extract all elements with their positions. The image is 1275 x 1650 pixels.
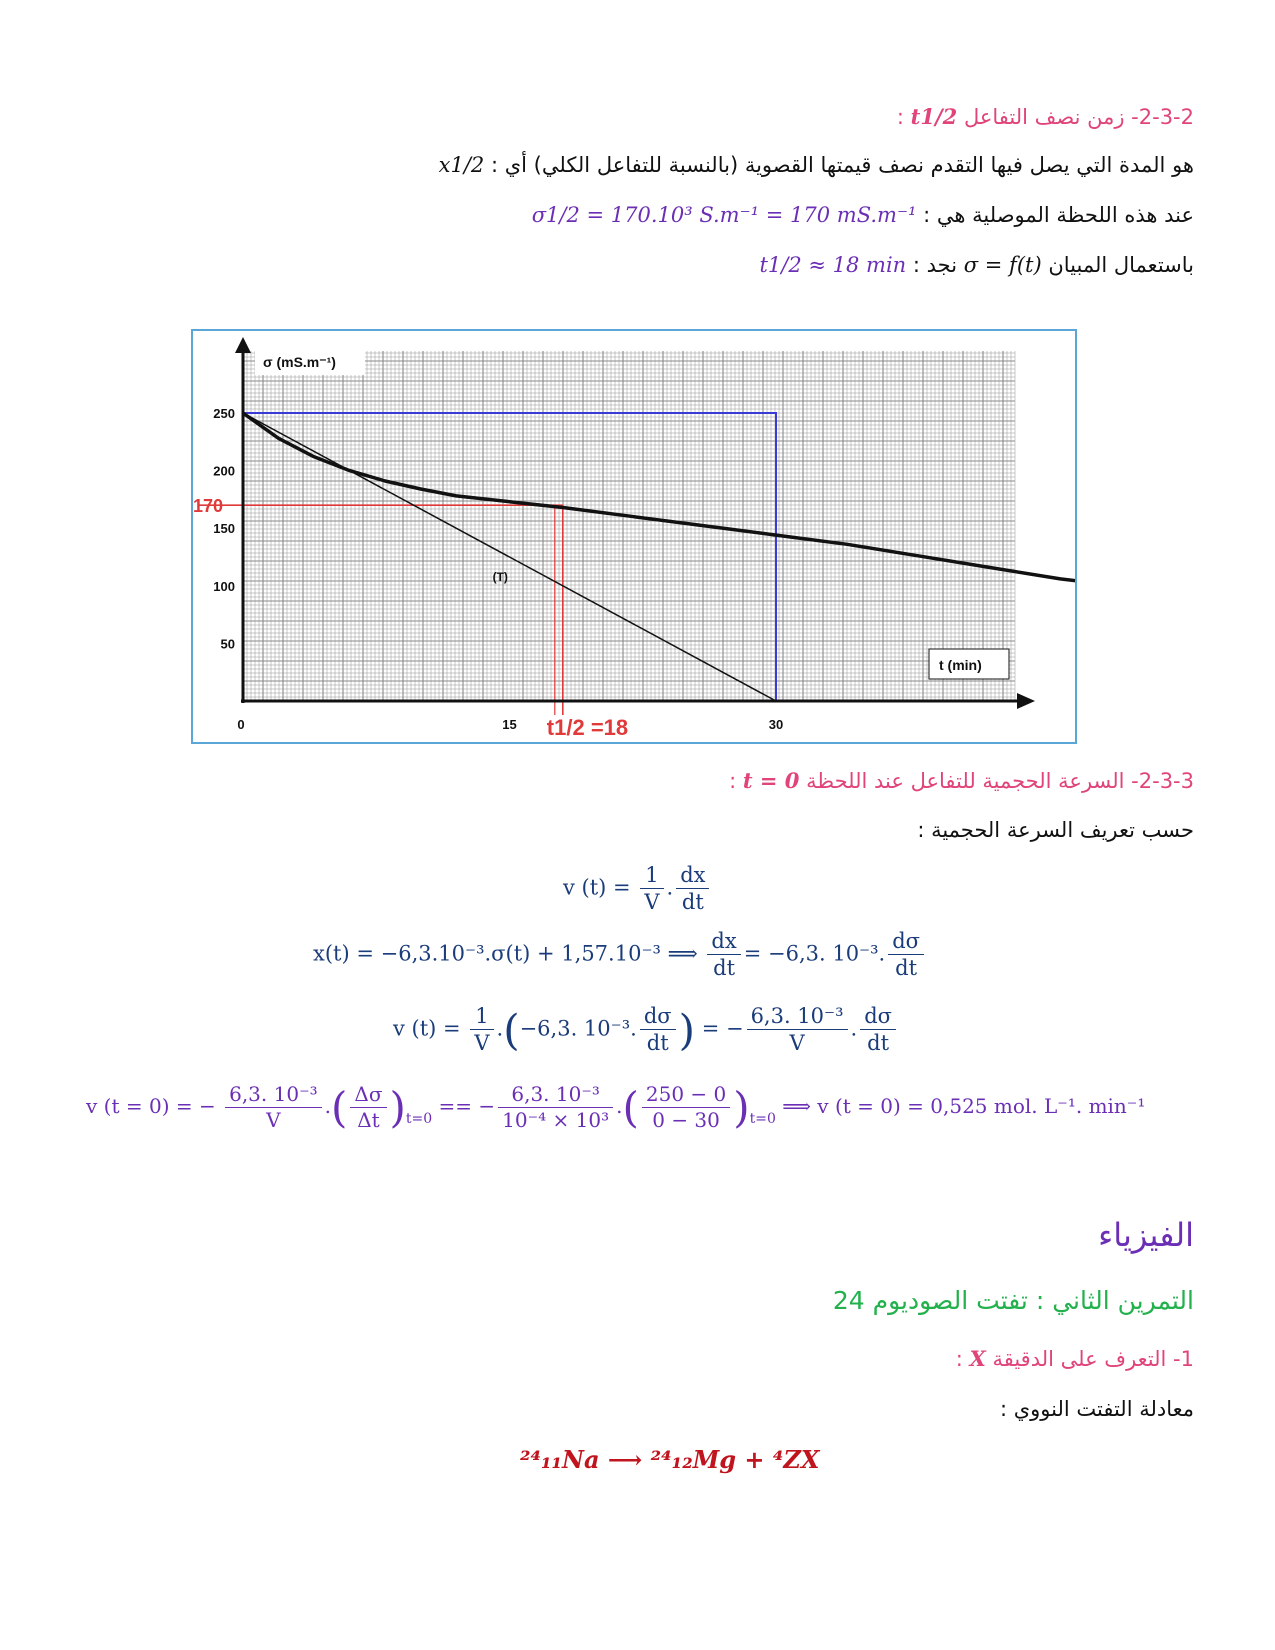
x-axis-arrow bbox=[1017, 693, 1035, 709]
symbol-t-half: t1/2 bbox=[910, 104, 958, 129]
symbol-x-half: x1/2 bbox=[438, 153, 485, 177]
sigma-function: σ = f(t) bbox=[963, 253, 1042, 277]
x-tick-label: 15 bbox=[502, 717, 517, 732]
t-half-marker: t1/2 =18 bbox=[546, 715, 629, 740]
y-axis-label: σ (mS.m⁻¹) bbox=[263, 354, 336, 370]
decay-intro: معادلة التفتت النووي : bbox=[999, 1397, 1194, 1421]
x-axis-label: t (min) bbox=[939, 657, 982, 673]
y-tick-label: 200 bbox=[213, 463, 235, 479]
tangent-label: (T) bbox=[492, 570, 508, 585]
y-tick-label: 100 bbox=[213, 578, 235, 594]
heading-2-3-3: 2-3-3- السرعة الحجمية للتفاعل عند اللحظة t = 0 : bbox=[729, 768, 1194, 793]
conductivity-chart bbox=[191, 329, 1077, 744]
exercise-title: التمرين الثاني : تفتت الصوديوم 24 bbox=[832, 1286, 1194, 1315]
t-zero-label: t = 0 bbox=[742, 768, 800, 793]
graph-reading-line: باستعمال المبيان σ = f(t) نجد : t1/2 ≈ 18 min bbox=[759, 253, 1194, 277]
y-axis-arrow bbox=[235, 337, 251, 353]
t-half-result: t1/2 ≈ 18 min bbox=[759, 253, 907, 277]
equation-velocity-definition: v (t) = $\frac{1}{V}$ . $\frac{dx}{dt}$ bbox=[563, 862, 712, 916]
equation-velocity-sigma: v (t) = $\frac{1}{V}$ .(−6,3. 10⁻³. $\frac{d\sigma}{dt}$ ) = − $\frac{\text{6,3. 10⁻³}}{V}$ . $\frac{d\sigma}{dt}$ bbox=[393, 1003, 899, 1057]
conductivity-line: عند هذه اللحظة الموصلية هي : σ1/2 = 170.10³ S.m⁻¹ = 170 mS.m⁻¹ bbox=[531, 203, 1194, 227]
y-tick-label: 50 bbox=[220, 636, 235, 652]
y-tick-label: 150 bbox=[213, 521, 235, 537]
definition-line: هو المدة التي يصل فيها التقدم نصف قيمتها القصوية (بالنسبة للتفاعل الكلي) أي : x1/2 bbox=[438, 153, 1194, 177]
heading-2-3-2: 2-3-2- زمن نصف التفاعل t1/2 : bbox=[896, 104, 1194, 129]
question-1: 1- التعرف على الدقيقة X : bbox=[955, 1346, 1194, 1371]
symbol-x-particle: X bbox=[969, 1346, 986, 1371]
conductivity-chart-svg bbox=[193, 331, 1075, 742]
decay-equation: ²⁴₁₁Na ⟶ ²⁴₁₂Mg + ⁴ZX bbox=[520, 1445, 820, 1474]
physics-title: الفيزياء bbox=[1098, 1216, 1194, 1254]
equation-advancement: x(t) = −6,3.10⁻³.σ(t) + 1,57.10⁻³ ⟹ $\frac{dx}{dt}$ = −6,3. 10⁻³. $\frac{d\sigma}{dt}$ bbox=[313, 928, 927, 982]
x-tick-label: 0 bbox=[237, 717, 245, 732]
x-tick-label: 30 bbox=[768, 717, 784, 732]
velocity-definition-intro: حسب تعريف السرعة الحجمية : bbox=[917, 818, 1194, 842]
sigma-half-marker: 170 bbox=[193, 496, 224, 517]
equation-initial-velocity: v (t = 0) = − $\frac{\text{6,3. 10⁻³}}{V}$ .( $\frac{\Delta\sigma}{\Delta t}$ )$_{t=0}$ == − $\frac{\text{6,3. 10⁻³}}{\text{10⁻⁴ × 10³}}$ .( $\frac{250 - 0}{0 - 30}$ )$_{t=0}$ ⟹ v (t = 0) = 0,525 mol. L⁻¹. min⁻¹ bbox=[86, 1082, 1146, 1132]
y-tick-label: 250 bbox=[213, 406, 235, 421]
sigma-half-equation: σ1/2 = 170.10³ S.m⁻¹ = 170 mS.m⁻¹ bbox=[531, 203, 917, 227]
